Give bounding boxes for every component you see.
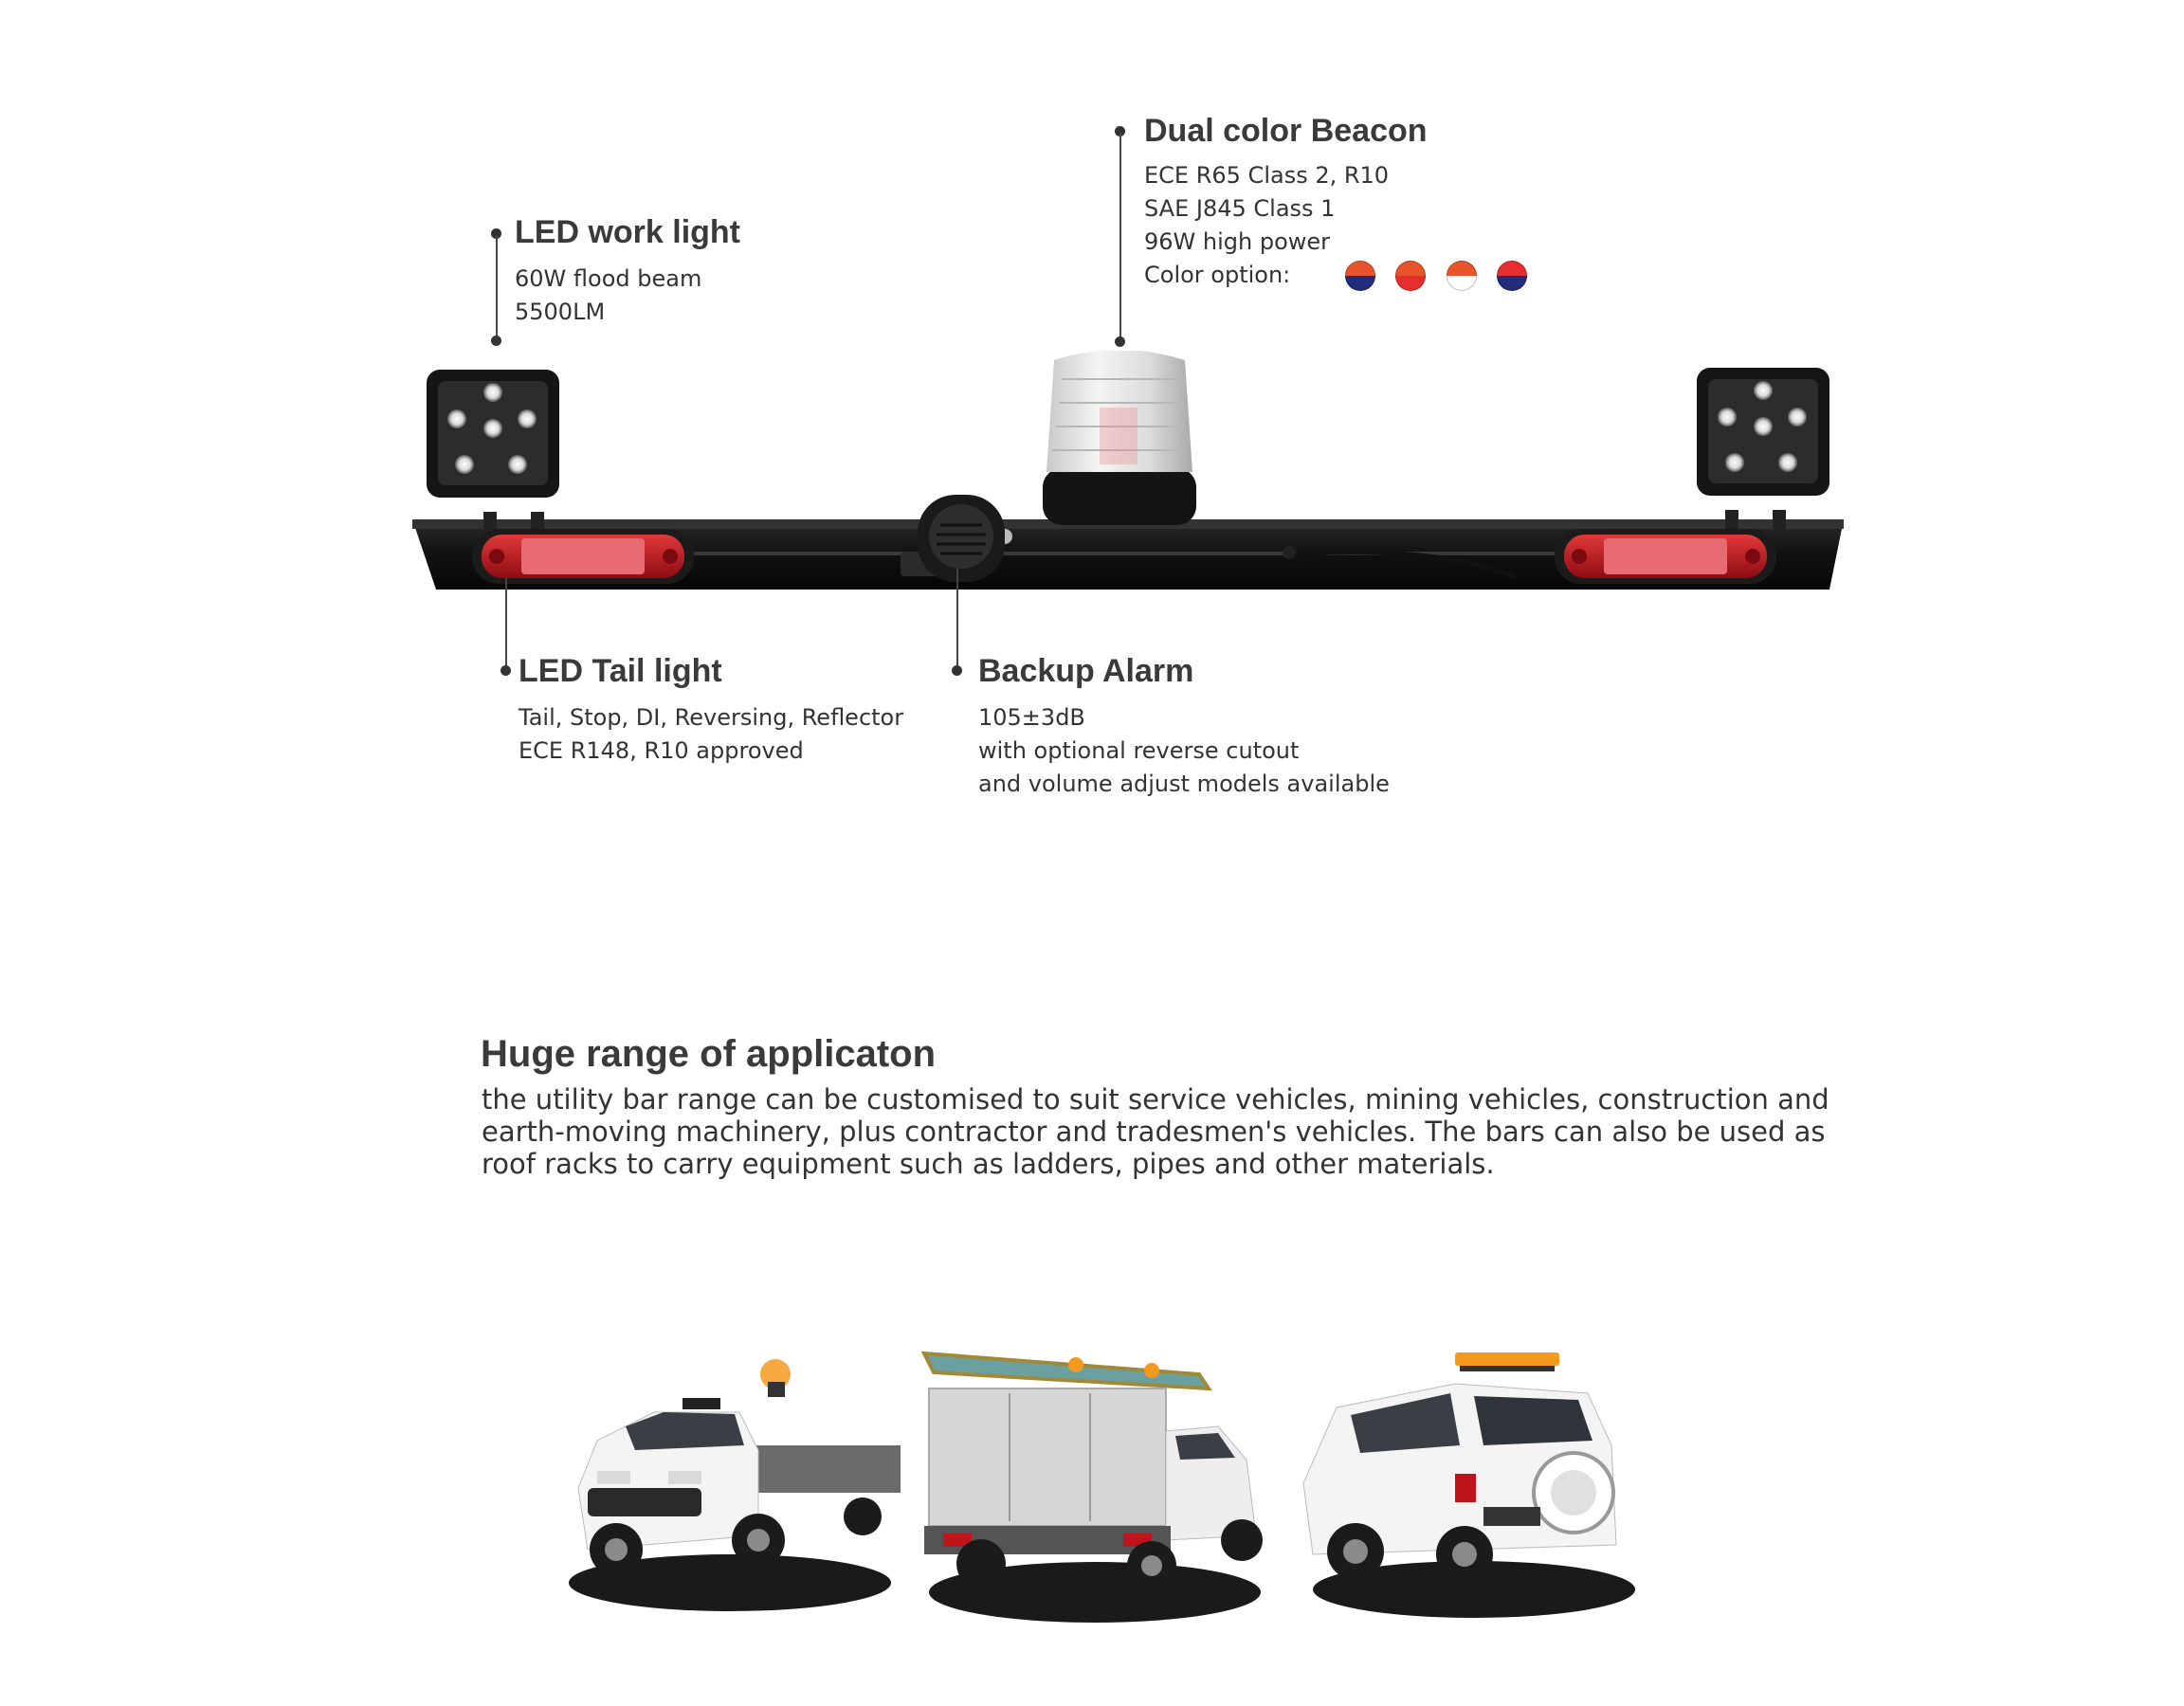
backup-alarm-spec-line: 105±3dB [978, 704, 1085, 731]
beacon [1043, 351, 1196, 525]
beacon-spec-line: ECE R65 Class 2, R10 [1144, 162, 1390, 189]
backup-alarm-callout-dot [952, 665, 962, 676]
beacon-callout-line [1119, 133, 1121, 341]
beacon-callout-end-dot [1115, 336, 1125, 347]
color-swatch-orange-white [1447, 261, 1477, 291]
left-work-light [427, 370, 559, 531]
application-description: the utility bar range can be customised to suit service vehicles, mining vehicles, construction and earth-moving machinery, plus contractor and tradesmen's vehicles. The bars can also be used as roof racks to carry equipment such as ladders, pipes and other materials. [482, 1083, 1829, 1180]
right-tail-light [1555, 529, 1776, 584]
left-tail-light [472, 529, 694, 584]
right-work-light [1697, 368, 1829, 529]
tail-light-spec-line: ECE R148, R10 approved [519, 737, 804, 764]
tail-light-spec-line: Tail, Stop, DI, Reversing, Reflector [519, 704, 904, 731]
vehicle-image-suv [1284, 1341, 1645, 1625]
backup-alarm-specs [978, 701, 1390, 801]
beacon-spec-line: 96W high power [1144, 228, 1331, 255]
work-light-spec-line: 5500LM [515, 299, 606, 325]
beacon-title: Dual color Beacon [1144, 113, 1428, 149]
work-light-specs [515, 263, 701, 329]
backup-alarm-title: Backup Alarm [978, 653, 1194, 689]
beacon-color-label: Color option: [1144, 262, 1291, 288]
beacon-color-option-row [1144, 259, 1527, 292]
color-swatch-red-blue [1497, 261, 1527, 291]
color-swatch-orange-red [1395, 261, 1426, 291]
backup-alarm-callout-line [956, 569, 958, 668]
color-swatch-orange-blue [1345, 261, 1375, 291]
work-light-title: LED work light [515, 214, 740, 250]
work-light-spec-line: 60W flood beam [515, 265, 702, 292]
backup-alarm-spec-line: and volume adjust models available [978, 771, 1390, 797]
tail-light-title: LED Tail light [519, 653, 722, 689]
tail-light-callout-dot [500, 665, 511, 676]
vehicle-image-tray-ute [559, 1346, 919, 1621]
work-light-callout-line [496, 235, 498, 339]
tail-light-callout-line [505, 578, 507, 668]
backup-alarm-spec-line: with optional reverse cutout [978, 737, 1300, 764]
beacon-specs [1144, 159, 1527, 292]
vehicle-image-service-ute [915, 1346, 1284, 1630]
beacon-spec-line: SAE J845 Class 1 [1144, 195, 1336, 222]
tail-light-specs [519, 701, 903, 768]
application-title: Huge range of applicaton [481, 1033, 937, 1075]
utility-bar-image [398, 351, 1858, 616]
work-light-callout-end-dot [491, 336, 501, 346]
